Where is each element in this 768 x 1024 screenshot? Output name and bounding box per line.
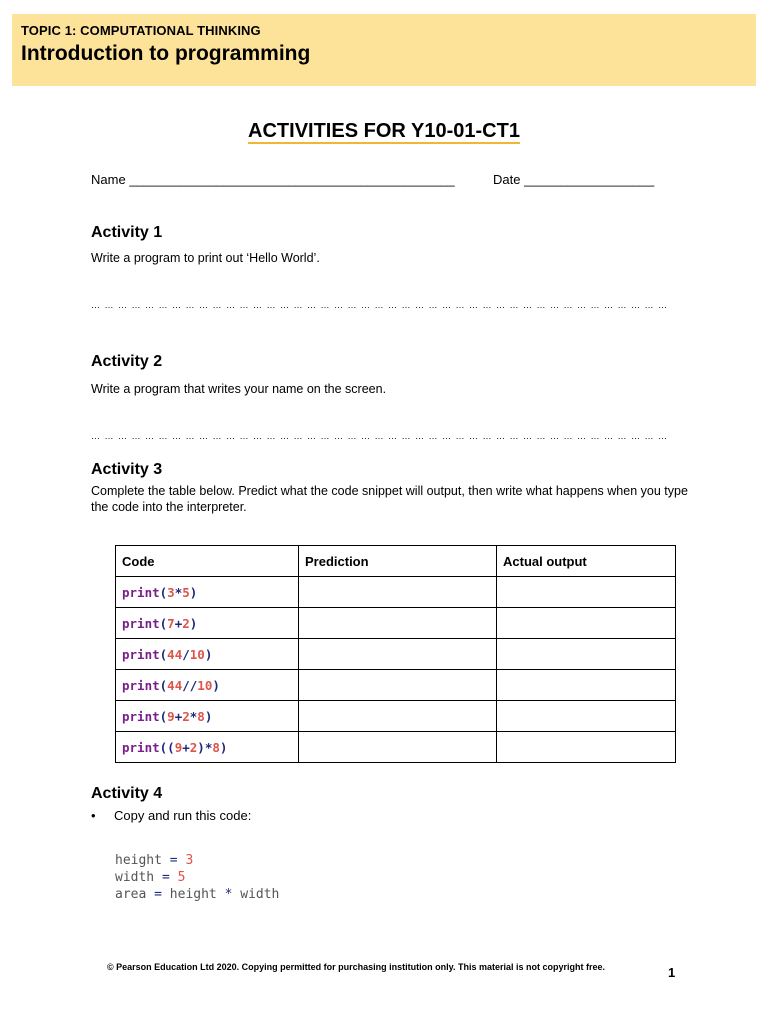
- activity-3-text: Complete the table below. Predict what the code snippet will output, then write what happens when you type the code into the interpreter.: [91, 484, 688, 514]
- activity-3-heading: Activity 3: [91, 461, 163, 478]
- bullet-icon: •: [91, 808, 96, 823]
- activity-3-table: [115, 545, 676, 763]
- col-header-code: Code: [116, 546, 299, 577]
- code-cell: print(9+2*8): [116, 701, 299, 732]
- table-row: [116, 670, 676, 701]
- code-line: area = height * width: [115, 887, 280, 902]
- page-number: 1: [668, 965, 676, 980]
- activity-2-heading: Activity 2: [91, 353, 163, 370]
- topic-label: TOPIC 1: COMPUTATIONAL THINKING: [21, 23, 261, 38]
- code-cell: print(44/10): [116, 639, 299, 670]
- prediction-cell[interactable]: [299, 608, 497, 639]
- code-cell: print(7+2): [116, 608, 299, 639]
- prediction-cell[interactable]: [299, 577, 497, 608]
- actual-cell[interactable]: [497, 577, 676, 608]
- table-row: [116, 732, 676, 763]
- code-line: width = 5: [115, 870, 186, 885]
- name-blank: _____________________________________________: [129, 172, 455, 187]
- table-row: [116, 608, 676, 639]
- page-subtitle: Introduction to programming: [21, 42, 311, 65]
- actual-cell[interactable]: [497, 732, 676, 763]
- table-row: [116, 701, 676, 732]
- date-field[interactable]: [493, 172, 654, 187]
- date-blank: __________________: [524, 172, 655, 187]
- prediction-cell[interactable]: [299, 732, 497, 763]
- activity-2-text: Write a program that writes your name on the screen.: [91, 382, 387, 396]
- actual-cell[interactable]: [497, 608, 676, 639]
- actual-cell[interactable]: [497, 639, 676, 670]
- name-field[interactable]: [91, 172, 455, 187]
- col-header-prediction: Prediction: [299, 546, 497, 577]
- activity-1-answer-line[interactable]: … … … … … … … … … … … … … … … … … … … … … … … … … … … … … … … … … … … … … … … … … … …: [91, 300, 669, 310]
- activity-4-bullet-text: Copy and run this code:: [114, 808, 252, 823]
- activity-2-answer-line[interactable]: … … … … … … … … … … … … … … … … … … … … … … … … … … … … … … … … … … … … … … … … … … …: [91, 431, 669, 441]
- code-cell: print(3*5): [116, 577, 299, 608]
- prediction-cell[interactable]: [299, 701, 497, 732]
- prediction-cell[interactable]: [299, 670, 497, 701]
- code-cell: print(44//10): [116, 670, 299, 701]
- activity-4-bullet: [91, 808, 251, 823]
- name-label: Name: [91, 172, 126, 187]
- actual-cell[interactable]: [497, 701, 676, 732]
- col-header-actual: Actual output: [497, 546, 676, 577]
- page-title: [0, 120, 768, 143]
- actual-cell[interactable]: [497, 670, 676, 701]
- table-row: [116, 577, 676, 608]
- prediction-cell[interactable]: [299, 639, 497, 670]
- activity-4-code: [115, 852, 279, 903]
- activity-1-text: Write a program to print out ‘Hello World’.: [91, 251, 320, 265]
- activity-4-heading: Activity 4: [91, 785, 163, 802]
- table-row: [116, 639, 676, 670]
- table-header-row: [116, 546, 676, 577]
- page-title-text: ACTIVITIES FOR Y10-01-CT1: [248, 120, 520, 142]
- code-cell: print((9+2)*8): [116, 732, 299, 763]
- code-line: height = 3: [115, 853, 194, 868]
- date-label: Date: [493, 172, 521, 187]
- activity-1-heading: Activity 1: [91, 224, 163, 241]
- topic-banner: [12, 14, 756, 86]
- copyright-footer: © Pearson Education Ltd 2020. Copying permitted for purchasing institution only. This material is not copyright free.: [107, 962, 606, 972]
